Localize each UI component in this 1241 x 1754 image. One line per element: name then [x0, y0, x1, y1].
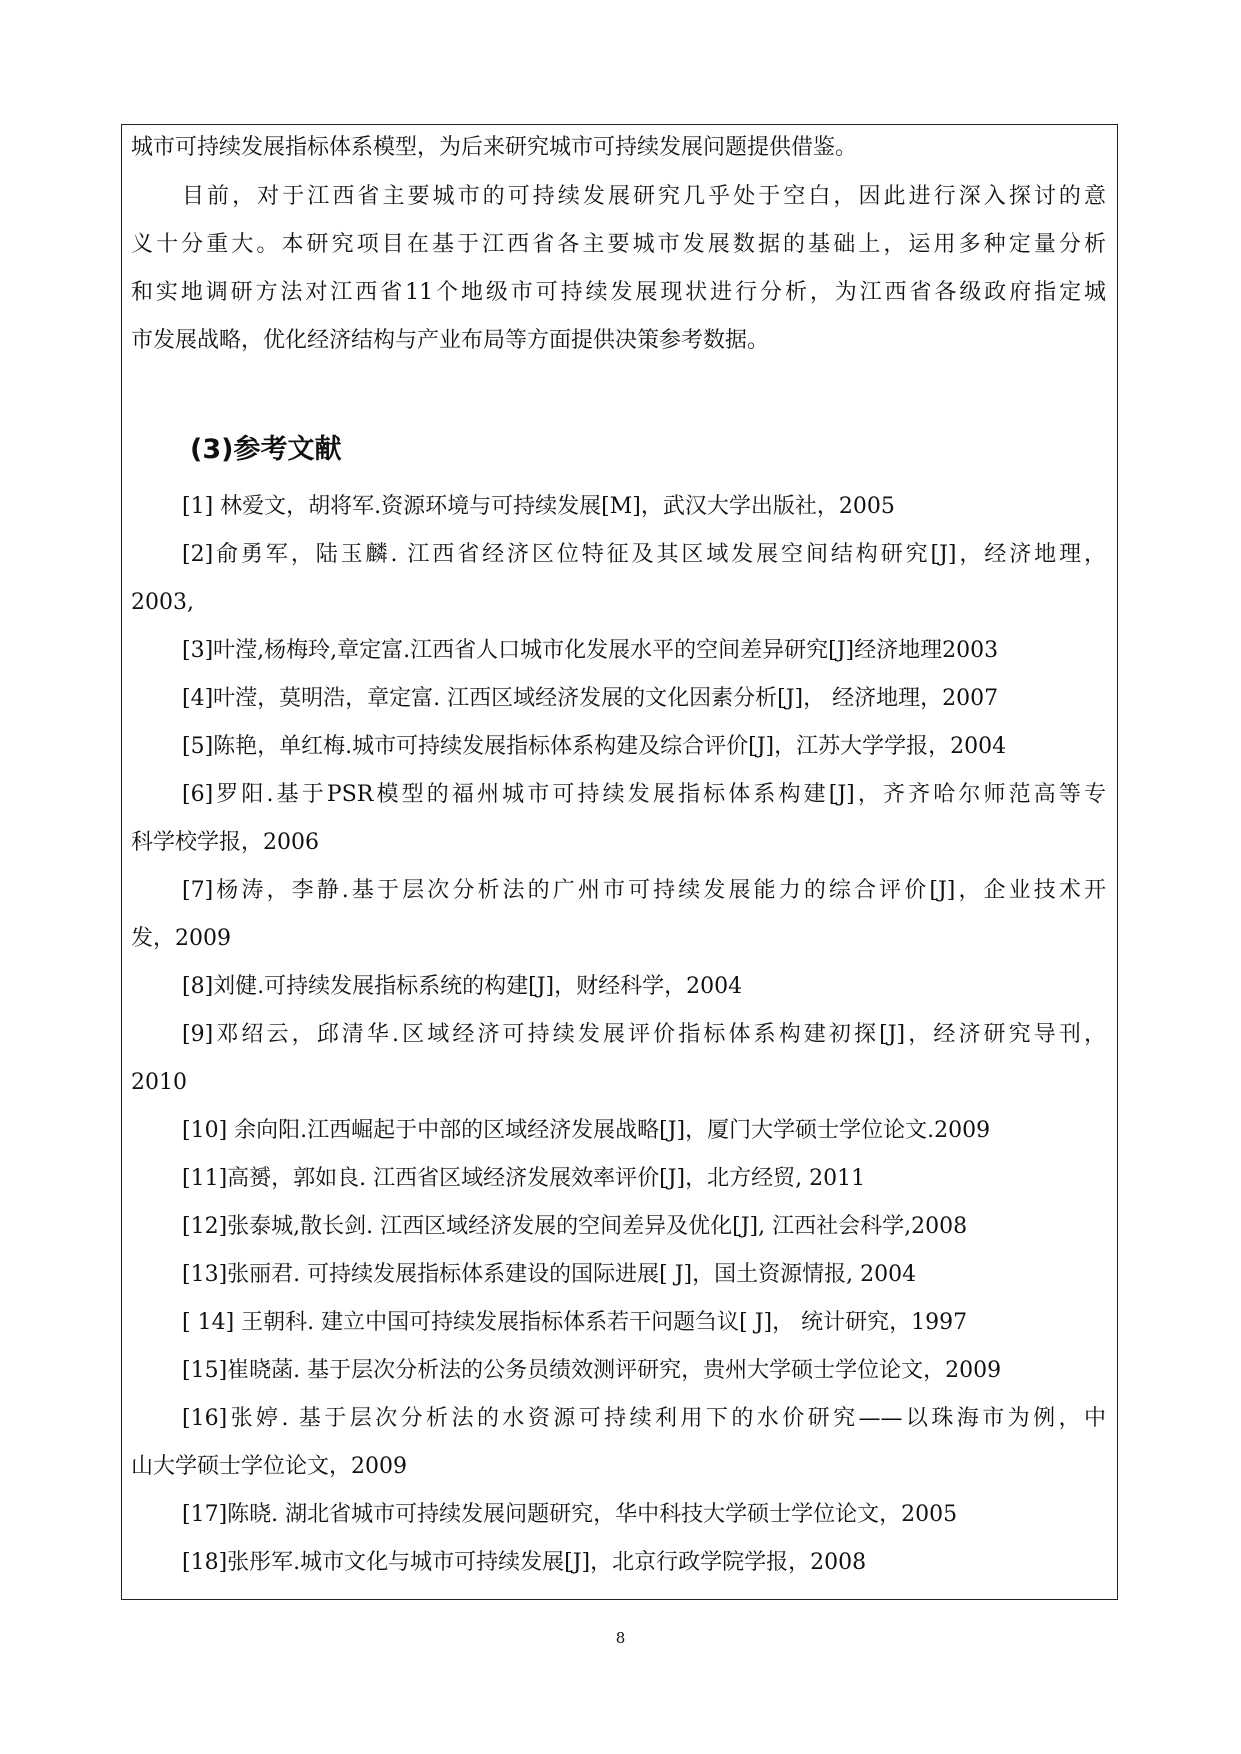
reference-line: [10] 余向阳.江西崛起于中部的区域经济发展战略[J]，厦门大学硕士学位论文.2009 [182, 1118, 991, 1143]
reference-line: [9]邓绍云，邱清华.区域经济可持续发展评价指标体系构建初探[J]，经济研究导刊， [182, 1022, 1106, 1047]
reference-line: [5]陈艳，单红梅.城市可持续发展指标体系构建及综合评价[J]，江苏大学学报，2004 [182, 734, 1007, 759]
reference-line: [17]陈晓. 湖北省城市可持续发展问题研究，华中科技大学硕士学位论文，2005 [182, 1502, 958, 1527]
references-heading: (3)参考文献 [190, 434, 342, 465]
reference-line: 科学校学报，2006 [131, 830, 319, 855]
reference-line: [16]张婷. 基于层次分析法的水资源可持续利用下的水价研究——以珠海市为例，中 [182, 1406, 1106, 1431]
reference-line: [18]张彤军.城市文化与城市可持续发展[J]，北京行政学院学报，2008 [182, 1550, 867, 1575]
reference-line: [12]张泰城,散长剑. 江西区域经济发展的空间差异及优化[J], 江西社会科学,2008 [182, 1214, 968, 1239]
reference-line: [15]崔晓菡. 基于层次分析法的公务员绩效测评研究，贵州大学硕士学位论文，2009 [182, 1358, 1002, 1383]
reference-line: [ 14] 王朝科. 建立中国可持续发展指标体系若干问题刍议[ J]， 统计研究，1997 [182, 1310, 968, 1335]
continuation-line: 城市可持续发展指标体系模型，为后来研究城市可持续发展问题提供借鉴。 [131, 135, 858, 160]
reference-line: [11]高赟，郭如良. 江西省区域经济发展效率评价[J]，北方经贸, 2011 [182, 1166, 866, 1191]
reference-line: [1] 林爱文，胡将军.资源环境与可持续发展[M]，武汉大学出版社，2005 [182, 494, 895, 519]
reference-line: [6]罗阳.基于PSR模型的福州城市可持续发展指标体系构建[J]，齐齐哈尔师范高等专 [182, 782, 1106, 807]
reference-line: [7]杨涛，李静.基于层次分析法的广州市可持续发展能力的综合评价[J]，企业技术开 [182, 878, 1106, 903]
reference-line: [13]张丽君. 可持续发展指标体系建设的国际进展[ J]，国土资源情报, 2004 [182, 1262, 917, 1287]
paragraph-line: 市发展战略，优化经济结构与产业布局等方面提供决策参考数据。 [131, 328, 770, 353]
reference-line: [3]叶滢,杨梅玲,章定富.江西省人口城市化发展水平的空间差异研究[J]经济地理2003 [182, 638, 999, 663]
reference-line: 2010 [131, 1070, 187, 1095]
reference-line: 2003, [131, 590, 194, 615]
reference-line: [4]叶滢，莫明浩，章定富. 江西区域经济发展的文化因素分析[J]， 经济地理，2007 [182, 686, 999, 711]
page-number: 8 [615, 1629, 626, 1647]
paragraph-line: 目前，对于江西省主要城市的可持续发展研究几乎处于空白，因此进行深入探讨的意 [182, 184, 1106, 209]
reference-line: 发，2009 [131, 926, 231, 951]
reference-line: [8]刘健.可持续发展指标系统的构建[J]，财经科学，2004 [182, 974, 743, 999]
paragraph-line: 义十分重大。本研究项目在基于江西省各主要城市发展数据的基础上，运用多种定量分析 [131, 232, 1106, 257]
paragraph-line: 和实地调研方法对江西省11个地级市可持续发展现状进行分析，为江西省各级政府指定城 [131, 280, 1106, 305]
reference-line: 山大学硕士学位论文，2009 [131, 1454, 407, 1479]
reference-line: [2]俞勇军，陆玉麟. 江西省经济区位特征及其区域发展空间结构研究[J]，经济地理， [182, 542, 1106, 567]
